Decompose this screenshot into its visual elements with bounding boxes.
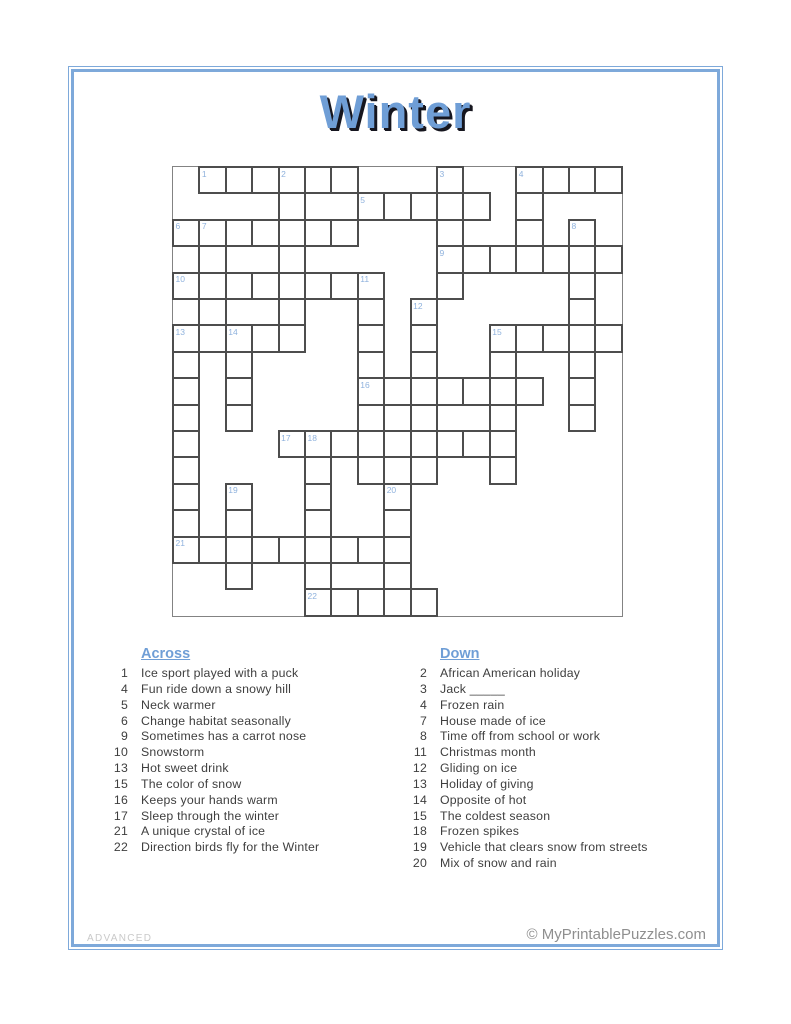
grid-cell[interactable]: [305, 273, 331, 299]
grid-cell[interactable]: [226, 378, 252, 404]
grid-cell[interactable]: [411, 431, 437, 457]
grid-cell[interactable]: [411, 299, 437, 325]
grid-cell[interactable]: [490, 457, 516, 483]
clue-item: [100, 761, 390, 777]
grid-cell[interactable]: [279, 193, 305, 219]
clue-item-number: 22: [113, 840, 128, 855]
grid-cell[interactable]: [384, 563, 410, 589]
grid-cell[interactable]: [279, 299, 305, 325]
grid-cell[interactable]: [305, 589, 331, 615]
across-heading: Across: [141, 646, 191, 662]
clue-item: [100, 824, 390, 840]
grid-cell[interactable]: [173, 220, 199, 246]
clue-item-text: Frozen rain: [440, 697, 505, 712]
credit-label: © MyPrintablePuzzles.com: [526, 926, 706, 943]
grid-cell[interactable]: [279, 246, 305, 272]
clue-number: 6: [175, 221, 181, 232]
grid-cell[interactable]: [173, 325, 199, 351]
clue-item-text: A unique crystal of ice: [141, 824, 266, 839]
clue-number: 17: [281, 432, 291, 443]
clue-item-text: Holiday of giving: [440, 776, 534, 791]
grid-cell[interactable]: [569, 299, 595, 325]
grid-cell[interactable]: [331, 220, 357, 246]
clue-number: 10: [175, 274, 185, 285]
clue-item-number: 9: [120, 729, 128, 744]
clue-number: 4: [518, 168, 524, 179]
grid-cell[interactable]: [595, 167, 621, 193]
clue-item-text: Gliding on ice: [440, 761, 518, 776]
grid-cell[interactable]: [305, 457, 331, 483]
grid-cell[interactable]: [463, 378, 489, 404]
clue-item: [100, 809, 390, 825]
down-clue-list: [399, 666, 719, 872]
clue-item-number: 21: [113, 824, 128, 839]
clue-number: 19: [228, 485, 238, 496]
grid-cell[interactable]: [569, 246, 595, 272]
grid-cell[interactable]: [569, 167, 595, 193]
clue-item-number: 4: [419, 697, 427, 712]
clue-item: [399, 745, 719, 761]
grid-cell[interactable]: [305, 484, 331, 510]
grid-cell[interactable]: [173, 352, 199, 378]
grid-cell[interactable]: [411, 457, 437, 483]
clue-number: 18: [307, 432, 317, 443]
grid-cell[interactable]: [279, 431, 305, 457]
grid-cell[interactable]: [543, 167, 569, 193]
clue-item: [399, 824, 719, 840]
grid-cell[interactable]: [384, 589, 410, 615]
page-title: Winter: [319, 85, 472, 138]
clue-item: [399, 698, 719, 714]
clue-item: [100, 793, 390, 809]
clue-item-text: Neck warmer: [141, 697, 216, 712]
clue-item: [399, 856, 719, 872]
clue-number: 14: [228, 326, 238, 337]
grid-cell[interactable]: [569, 352, 595, 378]
clue-item: [399, 793, 719, 809]
grid-cell[interactable]: [279, 220, 305, 246]
clue-item-number: 11: [413, 745, 427, 760]
grid-cell[interactable]: [437, 431, 463, 457]
grid-cell[interactable]: [252, 325, 278, 351]
grid-cell[interactable]: [199, 299, 225, 325]
clue-item-text: The color of snow: [141, 776, 242, 791]
grid-cell[interactable]: [305, 563, 331, 589]
grid-cell[interactable]: [569, 378, 595, 404]
clue-item-text: House made of ice: [440, 713, 546, 728]
clue-number: 9: [439, 247, 445, 258]
grid-cell[interactable]: [437, 167, 463, 193]
clue-number: 2: [281, 168, 286, 179]
clue-item: [100, 840, 390, 856]
clue-item: [399, 682, 719, 698]
grid-cell[interactable]: [358, 325, 384, 351]
down-clues-section: [399, 646, 719, 872]
grid-cell[interactable]: [173, 537, 199, 563]
clue-item-number: 16: [113, 792, 128, 807]
grid-cell[interactable]: [252, 167, 278, 193]
grid-cell[interactable]: [569, 325, 595, 351]
grid-cell[interactable]: [516, 193, 542, 219]
clue-item-text: Jack _____: [440, 681, 505, 696]
grid-cell[interactable]: [569, 273, 595, 299]
clue-item-text: Christmas month: [440, 745, 536, 760]
grid-cell[interactable]: [358, 299, 384, 325]
clue-item-text: Change habitat seasonally: [141, 713, 291, 728]
grid-cell[interactable]: [226, 352, 252, 378]
grid-cell[interactable]: [252, 220, 278, 246]
clue-item: [399, 729, 719, 745]
grid-cell[interactable]: [384, 431, 410, 457]
grid-cell[interactable]: [226, 484, 252, 510]
grid-cell[interactable]: [173, 378, 199, 404]
grid-cell[interactable]: [490, 378, 516, 404]
clue-number: 16: [360, 379, 370, 390]
clue-item: [100, 745, 390, 761]
grid-cell[interactable]: [411, 405, 437, 431]
clue-item-text: Hot sweet drink: [141, 761, 229, 776]
clue-item-number: 10: [113, 745, 128, 760]
clue-item-text: Snowstorm: [141, 745, 205, 760]
clue-item-number: 18: [412, 824, 427, 839]
clue-item-text: Sometimes has a carrot nose: [141, 729, 307, 744]
clue-number: 7: [201, 221, 207, 232]
grid-cell[interactable]: [543, 325, 569, 351]
grid-cell[interactable]: [437, 273, 463, 299]
grid-cell[interactable]: [226, 510, 252, 536]
clue-item: [100, 714, 390, 730]
clue-number: 21: [175, 538, 185, 549]
clue-item-number: 7: [419, 713, 427, 728]
clue-item-number: 17: [113, 808, 128, 823]
grid-cell[interactable]: [226, 405, 252, 431]
grid-cell[interactable]: [490, 325, 516, 351]
clue-item-text: Sleep through the winter: [141, 808, 280, 823]
grid-cell[interactable]: [358, 431, 384, 457]
clue-item-text: Fun ride down a snowy hill: [141, 681, 292, 696]
clue-number: 22: [307, 590, 317, 601]
grid-cell[interactable]: [226, 220, 252, 246]
grid-cell[interactable]: [305, 510, 331, 536]
grid-cell[interactable]: [437, 220, 463, 246]
grid-cell[interactable]: [516, 167, 542, 193]
grid-cell[interactable]: [331, 431, 357, 457]
clue-number: 15: [492, 326, 502, 337]
across-clues-section: [100, 646, 390, 856]
grid-cell[interactable]: [279, 167, 305, 193]
grid-cell[interactable]: [199, 220, 225, 246]
clue-item: [100, 666, 390, 682]
grid-cell[interactable]: [543, 246, 569, 272]
grid-cell[interactable]: [490, 352, 516, 378]
grid-cell[interactable]: [358, 589, 384, 615]
grid-cell[interactable]: [358, 405, 384, 431]
clue-item-text: Mix of snow and rain: [440, 856, 557, 871]
grid-cell[interactable]: [569, 220, 595, 246]
clue-number: 5: [360, 194, 366, 205]
grid-cell[interactable]: [595, 246, 621, 272]
clue-item-number: 20: [412, 856, 427, 871]
clue-item-number: 13: [412, 776, 427, 791]
grid-cell[interactable]: [411, 325, 437, 351]
grid-cell[interactable]: [516, 325, 542, 351]
grid-cell[interactable]: [384, 510, 410, 536]
grid-cell[interactable]: [490, 405, 516, 431]
clue-item-text: African American holiday: [440, 666, 581, 680]
grid-cell[interactable]: [173, 484, 199, 510]
grid-cell[interactable]: [463, 431, 489, 457]
grid-cell[interactable]: [226, 563, 252, 589]
crossword-grid: [173, 167, 622, 616]
clue-item-number: 1: [120, 666, 128, 680]
clue-item: [399, 809, 719, 825]
clue-item-text: The coldest season: [440, 808, 551, 823]
grid-cell[interactable]: [199, 537, 225, 563]
clue-item-number: 13: [113, 761, 128, 776]
grid-cell[interactable]: [516, 220, 542, 246]
clue-item-text: Frozen spikes: [440, 824, 520, 839]
grid-cell[interactable]: [173, 431, 199, 457]
clue-number: 1: [201, 168, 207, 179]
difficulty-label: ADVANCED: [87, 933, 153, 944]
clue-number: 12: [413, 300, 423, 311]
across-clue-list: [100, 666, 390, 856]
clue-item: [100, 698, 390, 714]
clue-number: 8: [571, 221, 577, 232]
grid-cell[interactable]: [226, 537, 252, 563]
clue-item: [100, 682, 390, 698]
clue-number: 13: [175, 326, 185, 337]
grid-cell[interactable]: [437, 246, 463, 272]
grid-cell[interactable]: [173, 273, 199, 299]
grid-cell[interactable]: [463, 193, 489, 219]
clue-item-text: Vehicle that clears snow from streets: [440, 840, 648, 855]
grid-cell[interactable]: [279, 537, 305, 563]
grid-cell[interactable]: [595, 325, 621, 351]
grid-cell[interactable]: [199, 273, 225, 299]
clue-item-number: 4: [120, 681, 128, 696]
grid-cell[interactable]: [516, 246, 542, 272]
grid-cell[interactable]: [384, 193, 410, 219]
clue-item-number: 8: [419, 729, 427, 744]
clue-item-number: 15: [412, 808, 427, 823]
grid-cell[interactable]: [411, 193, 437, 219]
grid-cell[interactable]: [358, 273, 384, 299]
grid-cell[interactable]: [226, 325, 252, 351]
grid-cell[interactable]: [358, 537, 384, 563]
grid-cell[interactable]: [305, 431, 331, 457]
clue-number: 11: [360, 274, 370, 285]
grid-cell[interactable]: [331, 537, 357, 563]
grid-cell[interactable]: [358, 457, 384, 483]
clue-item: [399, 761, 719, 777]
grid-cell[interactable]: [279, 273, 305, 299]
clue-item-text: Opposite of hot: [440, 792, 527, 807]
grid-cell[interactable]: [490, 431, 516, 457]
grid-cell[interactable]: [199, 167, 225, 193]
grid-cell[interactable]: [331, 167, 357, 193]
grid-cell[interactable]: [358, 352, 384, 378]
grid-cell[interactable]: [305, 167, 331, 193]
clue-number: 20: [386, 485, 397, 496]
clue-item-number: 15: [113, 776, 128, 791]
clue-item: [100, 777, 390, 793]
grid-cell[interactable]: [305, 537, 331, 563]
grid-cell[interactable]: [305, 220, 331, 246]
grid-cell[interactable]: [490, 246, 516, 272]
clue-item-text: Keeps your hands warm: [141, 792, 278, 807]
grid-cell[interactable]: [358, 378, 384, 404]
grid-cell[interactable]: [411, 352, 437, 378]
grid-cell[interactable]: [331, 589, 357, 615]
grid-cell[interactable]: [173, 457, 199, 483]
clue-item-number: 2: [419, 666, 427, 680]
clue-item: [399, 666, 719, 682]
clue-item-text: Ice sport played with a puck: [141, 666, 299, 680]
grid-cell[interactable]: [569, 405, 595, 431]
grid-cell[interactable]: [437, 193, 463, 219]
grid-cell[interactable]: [463, 246, 489, 272]
grid-cell[interactable]: [199, 246, 225, 272]
grid-cell[interactable]: [358, 193, 384, 219]
grid-cell[interactable]: [384, 378, 410, 404]
clue-item-number: 14: [412, 792, 427, 807]
clue-item: [399, 840, 719, 856]
grid-cell[interactable]: [331, 273, 357, 299]
clue-item: [399, 714, 719, 730]
clue-item-text: Direction birds fly for the Winter: [141, 840, 320, 855]
grid-cell[interactable]: [226, 167, 252, 193]
grid-cell[interactable]: [226, 273, 252, 299]
grid-cell[interactable]: [384, 537, 410, 563]
clue-item-number: 6: [120, 713, 128, 728]
clue-item-number: 19: [412, 840, 427, 855]
grid-cell[interactable]: [252, 537, 278, 563]
grid-cell[interactable]: [279, 325, 305, 351]
grid-cell[interactable]: [173, 405, 199, 431]
grid-cell[interactable]: [199, 325, 225, 351]
clue-item-number: 5: [120, 697, 128, 712]
clue-item: [100, 729, 390, 745]
clue-item: [399, 777, 719, 793]
grid-cell[interactable]: [516, 378, 542, 404]
clue-item-number: 3: [419, 681, 427, 696]
grid-cell[interactable]: [437, 378, 463, 404]
grid-cell[interactable]: [411, 589, 437, 615]
clue-number: 3: [439, 168, 445, 179]
clue-item-text: Time off from school or work: [440, 729, 601, 744]
down-heading: Down: [440, 646, 480, 662]
grid-cell[interactable]: [384, 484, 410, 510]
grid-cell[interactable]: [252, 273, 278, 299]
clue-item-number: 12: [412, 761, 427, 776]
grid-cell[interactable]: [173, 510, 199, 536]
grid-cell[interactable]: [411, 378, 437, 404]
